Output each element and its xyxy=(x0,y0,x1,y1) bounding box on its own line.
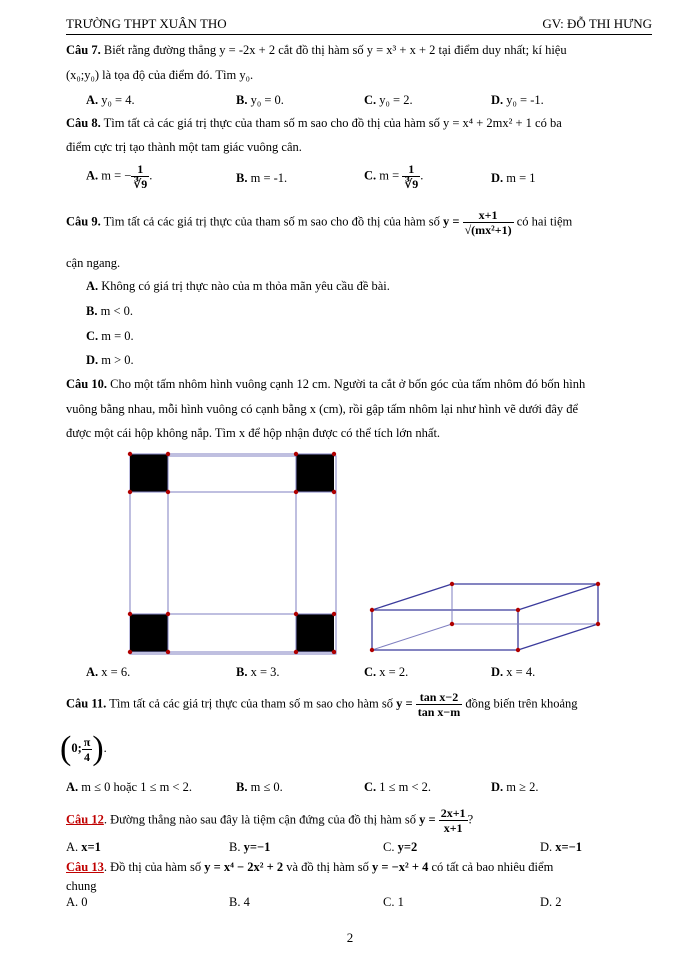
school-name: TRƯỜNG THPT XUÂN THO xyxy=(66,16,227,31)
q7-option-d[interactable]: D. y₀ = -1. xyxy=(491,93,544,107)
q12-option-d[interactable]: D. x=−1 xyxy=(540,840,583,854)
q10-line3: được một cái hộp không nắp. Tìm x để hộp nhận được có thể tích lớn nhất. xyxy=(66,426,441,440)
q10-option-a[interactable]: A. x = 6. xyxy=(86,665,131,679)
q13-line1: Câu 13. Đồ thị của hàm số y = x⁴ − 2x² + 2 và đồ thị hàm số y = −x² + 4 có tất cả bao nhiêu điểm xyxy=(66,860,554,874)
q8-option-d[interactable]: D. m = 1 xyxy=(491,171,536,185)
q7-line1: Câu 7. Biết rằng đường thẳng y = -2x + 2 cắt đồ thị hàm số y = x³ + x + 2 tại điểm duy nhất; kí hiệu xyxy=(66,43,567,57)
q11-option-a[interactable]: A. m ≤ 0 hoặc 1 ≤ m < 2. xyxy=(66,780,192,794)
box-figure xyxy=(362,574,608,658)
q8-option-a[interactable]: A. m = − $\frac{1}{∛9}$ . xyxy=(86,162,153,191)
q12-option-c[interactable]: C. y=2 xyxy=(383,840,418,854)
corner-square-br xyxy=(296,614,334,652)
q10-option-c[interactable]: C. x = 2. xyxy=(364,665,409,679)
page-header xyxy=(66,14,652,35)
q13-option-c[interactable]: C. 1 xyxy=(383,895,404,909)
q12-line1: Câu 12. Đường thẳng nào sau đây là tiệm cận đứng của đồ thị hàm số y = $\frac{2x+1}{x+1}$ ? xyxy=(66,806,474,835)
q11-option-b[interactable]: B. m ≤ 0. xyxy=(236,780,283,794)
q9-line1: Câu 9. Tìm tất cả các giá trị thực của tham số m sao cho đồ thị của hàm số y = $\frac{x+1}{\text{√(mx²+1)}}$ có hai tiệm xyxy=(66,208,573,237)
page-number: 2 xyxy=(346,930,354,945)
q13-option-b[interactable]: B. 4 xyxy=(229,895,250,909)
q13-option-a[interactable]: A. 0 xyxy=(66,895,88,909)
q8-line2: điểm cực trị tạo thành một tam giác vuông cân. xyxy=(66,140,302,154)
teacher-name: GV: ĐỖ THI HƯNG xyxy=(542,16,652,31)
q11-line1: Câu 11. Tìm tất cả các giá trị thực của tham số m sao cho hàm số y = $\frac{\text{tan x−2}}{\text{tan x−m}}$ đồng biến trên khoảng xyxy=(66,690,578,719)
q8-option-c[interactable]: C. m = $\frac{1}{∛9}$ . xyxy=(364,162,424,191)
q11-option-c[interactable]: C. 1 ≤ m < 2. xyxy=(364,780,432,794)
q9-option-a[interactable]: A. Không có giá trị thực nào của m thỏa mãn yêu cầu đề bài. xyxy=(86,279,390,293)
q7-line2: (x₀;y₀) là tọa độ của điểm đó. Tìm y₀. xyxy=(66,68,254,82)
corner-square-tl xyxy=(130,454,168,492)
q7-option-a[interactable]: A. y₀ = 4. xyxy=(86,93,135,107)
q7-option-b[interactable]: B. y₀ = 0. xyxy=(236,93,284,107)
q10-option-b[interactable]: B. x = 3. xyxy=(236,665,280,679)
q10-line1: Câu 10. Cho một tấm nhôm hình vuông cạnh 12 cm. Người ta cắt ở bốn góc của tấm nhôm đó bốn hình xyxy=(66,377,586,391)
q7-option-c[interactable]: C. y₀ = 2. xyxy=(364,93,413,107)
q9-option-b[interactable]: B. m < 0. xyxy=(86,304,133,318)
q13-line2: chung xyxy=(66,879,97,893)
q8-line1: Câu 8. Tìm tất cả các giá trị thực của tham số m sao cho đồ thị của hàm số y = x⁴ + 2mx² + 1 có ba xyxy=(66,116,562,130)
q12-option-a[interactable]: A. x=1 xyxy=(66,840,101,854)
q11-option-d[interactable]: D. m ≥ 2. xyxy=(491,780,539,794)
q11-interval: (0; $\frac{\pi}{4}$ ). xyxy=(60,730,107,767)
corner-square-tr xyxy=(296,454,334,492)
q9-line2: cận ngang. xyxy=(66,256,121,270)
q10-line2: vuông bằng nhau, mỗi hình vuông có cạnh bằng x (cm), rồi gập tấm nhôm lại như hình vẽ dưới đây để xyxy=(66,402,579,416)
q9-option-c[interactable]: C. m = 0. xyxy=(86,329,134,343)
sheet-figure xyxy=(120,446,350,660)
q12-option-b[interactable]: B. y=−1 xyxy=(229,840,271,854)
q9-option-d[interactable]: D. m > 0. xyxy=(86,353,134,367)
corner-square-bl xyxy=(130,614,168,652)
q8-option-b[interactable]: B. m = -1. xyxy=(236,171,288,185)
q10-option-d[interactable]: D. x = 4. xyxy=(491,665,536,679)
q13-option-d[interactable]: D. 2 xyxy=(540,895,562,909)
